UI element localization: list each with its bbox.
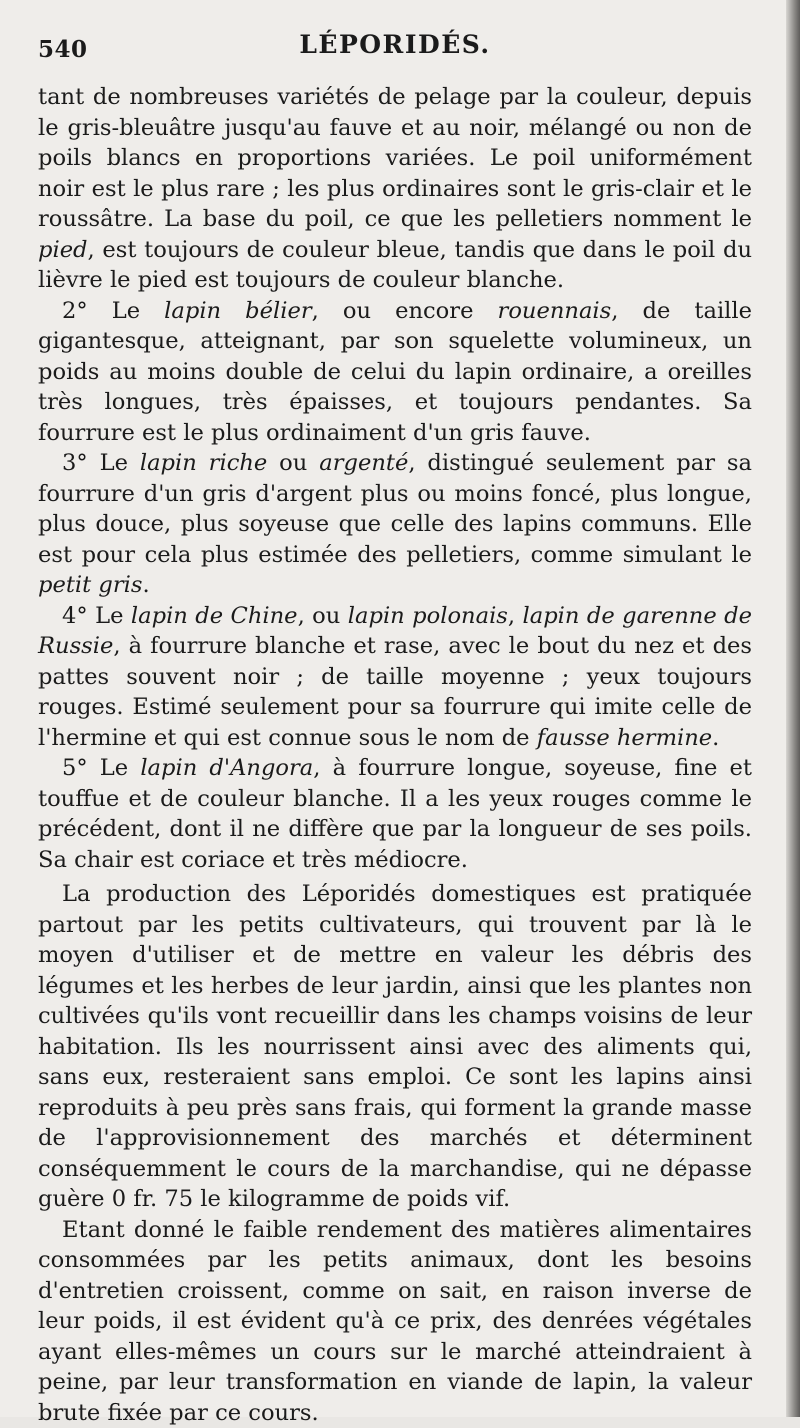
text-run: ou <box>267 450 319 476</box>
text-run: , à fourrure blanche et rase, avec le bout du nez et des pattes souvent noir ; de taille moyenne ; yeux toujours rouges. Estimé seulement pour sa fourrure qui imite celle de l'hermine et qui est connue sous le nom de <box>38 633 752 751</box>
paragraph-production <box>38 879 752 1215</box>
text-run: , à fourrure longue, soyeuse, fine et touffue et de couleur blanche. Il a les yeux rouges comme le précédent, dont il ne diffère que par la longueur de ses poils. Sa chair est coriace et très médiocre. <box>38 755 752 873</box>
italic-term: rouennais <box>498 298 612 324</box>
italic-term: lapin de Chine <box>131 603 298 629</box>
text-run: , de taille gigantesque, atteignant, par son squelette volumineux, un poids au moins double de celui du lapin ordinaire, a oreilles très longues, très épaisses, et toujours pendantes. Sa fourrure est le plus ordinaiment d'un gris fauve. <box>38 298 752 446</box>
italic-term: pied <box>38 237 88 263</box>
text-run: . <box>143 572 150 598</box>
page-header <box>38 28 752 68</box>
text-run: . <box>712 725 719 751</box>
italic-term: fausse hermine <box>537 725 712 751</box>
italic-term: argenté <box>319 450 408 476</box>
paragraph-rendement <box>38 1215 752 1428</box>
text-run: La production des Léporidés domestiques est pratiquée partout par les petits cultivateurs, qui trouvent par là le moyen d'utiliser et de mettre en valeur les débris des légumes et les herbes de leur jardin, ainsi que les plantes non cultivées qu'ils vont recueillir dans les champs voisins de leur habitation. Ils les nourrissent ainsi avec des aliments qui, sans eux, resteraient sans emploi. Ce sont les lapins ainsi reproduits à peu près sans frais, qui forment la grande masse de l'approvisionnement des marchés et déterminent conséquemment le cours de la marchandise, qui ne dépasse guère 0 fr. 75 le kilogramme de poids vif. <box>38 881 752 1212</box>
page-number: 540 <box>38 36 88 63</box>
italic-term: lapin riche <box>140 450 267 476</box>
paragraph-angora <box>38 753 752 875</box>
text-run: tant de nombreuses variétés de pelage par la couleur, depuis le gris-bleuâtre jusqu'au fauve et au noir, mélangé ou non de poils blancs en proportions variées. Le poil uniformément noir est le plus rare ; les plus ordinaires sont le gris-clair et le roussâtre. La base du poil, ce que les pelletiers nomment le <box>38 84 752 232</box>
italic-term: petit gris <box>38 572 143 598</box>
paragraph-chine <box>38 601 752 754</box>
text-run: , distingué seulement par sa fourrure d'un gris d'argent plus ou moins foncé, plus longue, plus douce, plus soyeuse que celle des lapins communs. Elle est pour cela plus estimée des pelletiers, comme simulant le <box>38 450 752 568</box>
text-run: Etant donné le faible rendement des matières alimentaires consommées par les petits animaux, dont les besoins d'entretien croissent, comme on sait, en raison inverse de leur poids, il est évident qu'à ce prix, des denrées végétales ayant elles-mêmes un cours sur le marché atteindraient à peine, par leur transformation en viande de lapin, la valeur brute fixée par ce cours. <box>38 1217 752 1426</box>
italic-term: lapin de garenne de Russie <box>38 603 752 660</box>
text-run: , ou encore <box>312 298 498 324</box>
italic-term: lapin bélier <box>164 298 311 324</box>
text-run: 4° Le <box>62 603 131 629</box>
paragraph-intro <box>38 82 752 296</box>
paragraph-riche <box>38 448 752 601</box>
book-binding-edge <box>786 0 800 1417</box>
paragraph-belier <box>38 296 752 449</box>
italic-term: lapin d'Angora <box>140 755 313 781</box>
text-run: 3° Le <box>62 450 140 476</box>
text-run: 5° Le <box>62 755 140 781</box>
text-run: 2° Le <box>62 298 164 324</box>
text-run: , <box>508 603 523 629</box>
body-text <box>38 82 752 1428</box>
running-title: LÉPORIDÉS. <box>38 30 752 59</box>
text-run: , ou <box>298 603 348 629</box>
italic-term: lapin polonais <box>348 603 508 629</box>
text-run: , est toujours de couleur bleue, tandis que dans le poil du lièvre le pied est toujours de couleur blanche. <box>38 237 752 294</box>
